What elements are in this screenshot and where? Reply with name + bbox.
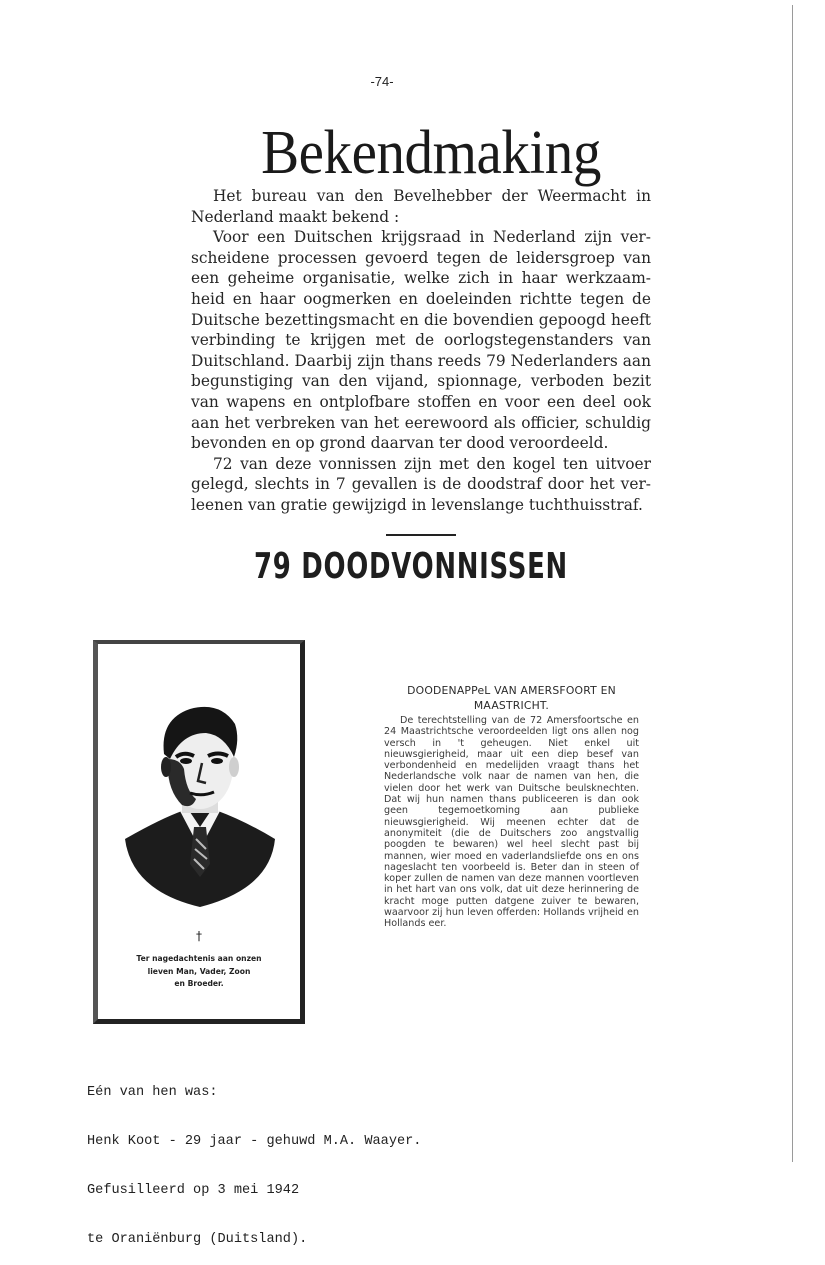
newspaper-clipping-bekendmaking <box>191 120 651 588</box>
typed-line-3: Gefusilleerd op 3 mei 1942 <box>87 1183 300 1199</box>
page-number: -74- <box>370 74 394 89</box>
typed-line-2: Henk Koot - 29 jaar - gehuwd M.A. Waayer. <box>87 1134 422 1150</box>
clipping-intro: Het bureau van den Bevelhebber der Weermacht in Nederland maakt bekend : <box>191 187 651 226</box>
portrait-photo <box>120 699 280 909</box>
clipping-paragraph-2: 72 van deze vonnissen zijn met den kogel ten uitvoer gelegd, slechts in 7 gevallen is de doodstraf door het verleenen van gratie gewijzigd in levenslange tuchthuisstraf. <box>191 454 651 514</box>
article-body <box>384 715 639 930</box>
article-title-line-1: DOODENAPPeL VAN AMERSFOORT EN <box>407 684 616 697</box>
clipping-title: Bekendmaking <box>261 119 601 187</box>
cross-icon: † <box>196 929 202 943</box>
article-doodenappel <box>384 683 639 930</box>
clipping-body <box>191 186 651 516</box>
article-title <box>384 683 639 713</box>
clipping-paragraph-1: Voor een Duitschen krijgsraad in Nederland zijn verscheidene processen gevoerd tegen de leidersgroep van een geheime organisatie, welke zich in haar werkzaamheid en haar oogmerken en doeleinden richtte tegen de Duitsche bezettingsmacht en die bovendien gepoogd heeft verbinding te krijgen met de oorlogstegenstanders van Duitschland. Daarbij zijn thans reeds 79 Nederlanders aan begunstiging van den vijand, spionnage, verboden bezit van wapens en ontplofbare stoffen en voor een deel ook aan het verbreken van het eerewoord als officier, schuldig bevonden en op grond daarvan ter dood veroordeeld. <box>191 228 651 453</box>
typewritten-note <box>87 1052 421 1265</box>
memorial-caption-line-3: en Broeder. <box>174 979 224 988</box>
typed-line-1: Eén van hen was: <box>87 1084 218 1100</box>
memorial-caption <box>98 953 300 991</box>
typed-line-4: te Oraniënburg (Duitsland). <box>87 1232 308 1248</box>
article-paragraph: De terechtstelling van de 72 Amersfoortsche en 24 Maastrichtsche veroordeelden ligt ons allen nog versch in 't geheugen. Niet enkel uit nieuwsgierigheid, maar uit een diep besef van verbondenheid en medelijden vraagt thans het Nederlandsche volk naar de namen van hen, die vielen door het werk van Duitsche beulsknechten. Dat wij hun namen thans publiceeren is dan ook geen tegemoetkoming aan publieke nieuwsgierigheid. Wij meenen echter dat de anonymiteit (die de Duitschers zoo angstvallig poogden te bewaren) wel heel slecht past bij mannen, wier moed en vaderlandsliefde ons en ons nageslacht ten voorbeeld is. Beter dan in steen of koper zullen de namen van deze mannen voortleven in het hart van ons volk, dat uit deze herinnering de kracht moge putten datgene zuiver te bewaren, waarvoor zij hun leven offerden: Hollands vrijheid en Hollands eer. <box>384 715 639 930</box>
article-title-line-2: MAASTRICHT. <box>473 699 550 712</box>
clipping-divider <box>386 534 456 536</box>
memorial-caption-line-1: Ter nagedachtenis aan onzen <box>136 954 262 963</box>
memorial-caption-line-2: lieven Man, Vader, Zoon <box>147 966 251 976</box>
memorial-card <box>93 640 305 1024</box>
scan-edge-line <box>792 5 793 1162</box>
clipping-headline: 79 DOODVONNISSEN <box>254 545 568 587</box>
